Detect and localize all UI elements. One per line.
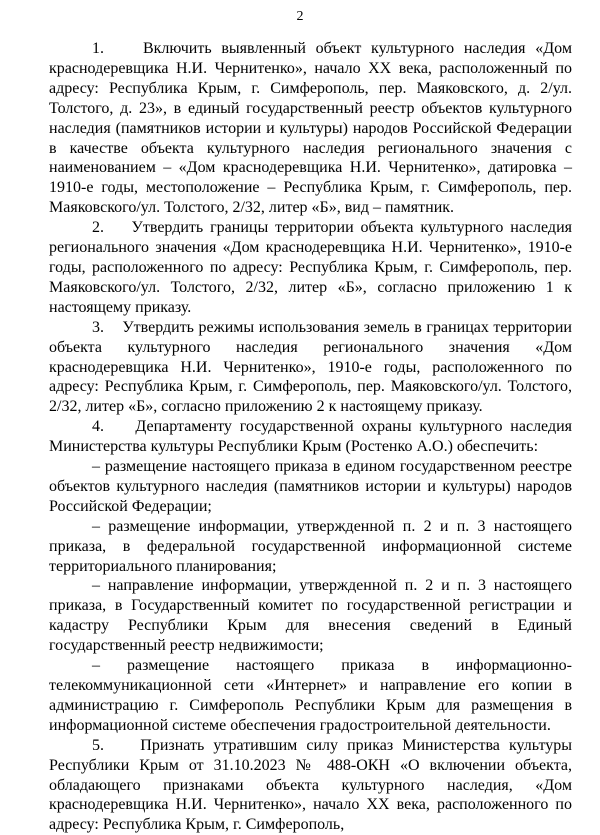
paragraph-item-5: 5. Признать утратившим силу приказ Министерства культуры Республики Крым от 31.10.2023 № 488-ОКН «О включении объекта, обладающего признаками объекта культурного наследия, «Дом краснодеревщика Н.И. Чернитенко», начало XX века, расположенного по адресу: Республика Крым, г. Симферополь,	[49, 736, 572, 834]
list-item-registry: – размещение настоящего приказа в едином государственном реестре объектов культурного наследия (памятников истории и культуры) народов Российской Федерации;	[49, 458, 572, 515]
paragraph-item-2: 2. Утвердить границы территории объекта культурного наследия регионального значения «Дом краснодеревщика Н.И. Чернитенко», 1910-е годы, расположенного по адресу: Республика Крым, г. Симферополь, пер. Маяковского/ул. Толстого, 2/32, литер «Б», согласно приложению 1 к настоящему приказу.	[49, 219, 572, 316]
paragraph-item-3: 3. Утвердить режимы использования земель в границах территории объекта культурного наследия регионального значения «Дом краснодеревщика Н.И. Чернитенко», 1910-е годы, расположенного по адресу: Республика Крым, г. Симферополь, пер. Маяковского/ул. Толстого, 2/32, литер «Б», согласно приложению 2 к настоящему приказу.	[49, 318, 572, 416]
list-item-cadastre: – направление информации, утвержденной п. 2 и п. 3 настоящего приказа, в Государственный комитет по государственной регистрации и кадастру Республики Крым для внесения сведений в Единый государственный реестр недвижимости;	[49, 577, 572, 655]
document-body	[49, 39, 572, 835]
page-number: 2	[296, 9, 304, 24]
paragraph-item-4: 4. Департаменту государственной охраны культурного наследия Министерства культуры Республики Крым (Ростенко А.О.) обеспечить:	[49, 418, 572, 456]
list-item-internet: – размещение настоящего приказа в информационно-телекоммуникационной сети «Интернет» и направление его копии в администрацию г. Симферополь Республики Крым для размещения в информационной системе обеспечения градостроительной деятельности.	[49, 657, 572, 734]
list-item-fgis: – размещение информации, утвержденной п. 2 и п. 3 настоящего приказа, в федеральной государственной информационной системе территориального планирования;	[49, 517, 572, 575]
paragraph-item-1: 1. Включить выявленный объект культурного наследия «Дом краснодеревщика Н.И. Чернитенко», начало XX века, расположенный по адресу: Республика Крым, г. Симферополь, пер. Маяковского, д. 2/ул. Толстого, д. 23», в единый государственный реестр объектов культурного наследия (памятников истории и культуры) народов Российской Федерации в качестве объекта культурного наследия регионального значения с наименованием – «Дом краснодеревщика Н.И. Чернитенко», датировка – 1910-е годы, местоположение – Республика Крым, г. Симферополь, пер. Маяковского/ул. Толстого, 2/32, литер «Б», вид – памятник.	[49, 40, 572, 217]
